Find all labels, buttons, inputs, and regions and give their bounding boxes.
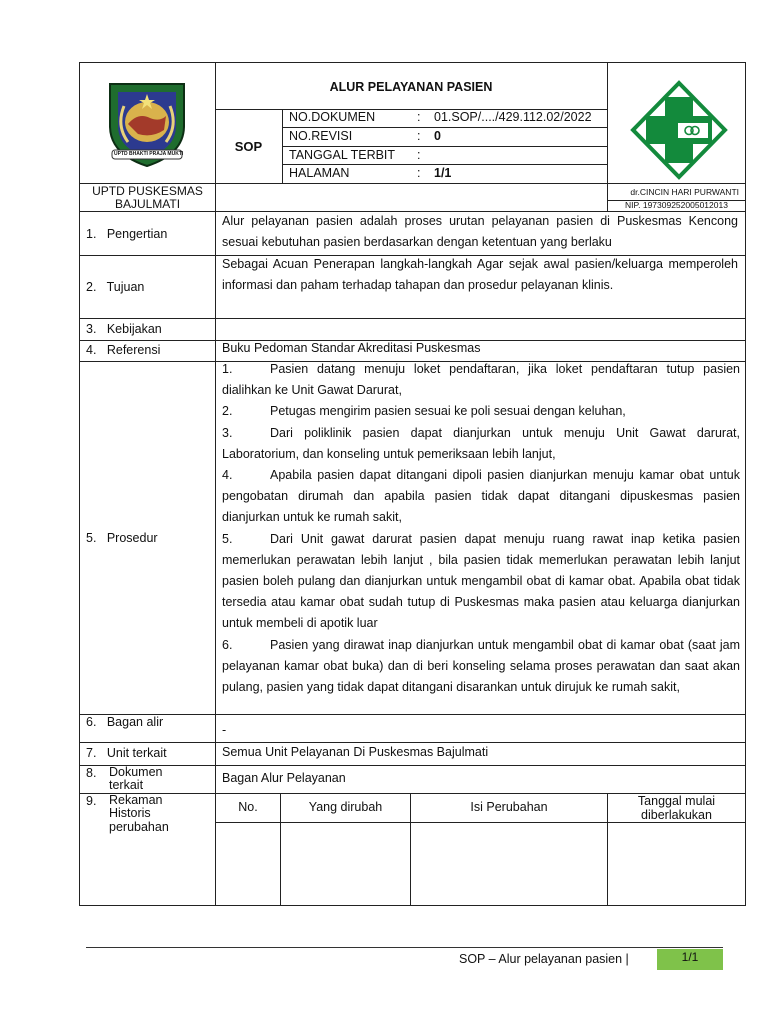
document-title: ALUR PELAYANAN PASIEN <box>329 80 493 94</box>
prosedur-step: 3. Dari poliklinik pasien dapat dianjurkan untuk menuju Unit Gawat darurat, Laboratorium, dan konseling untuk pemeriksaan lebih lanjut, <box>222 425 740 461</box>
meta-label-tanggal-terbit: TANGGAL TERBIT <box>289 148 396 162</box>
label-rekaman-line1: Rekaman <box>109 793 163 807</box>
signer-name: dr.CINCIN HARI PURWANTI <box>630 187 739 197</box>
org-name-line1: UPTD PUSKESMAS <box>92 184 203 198</box>
meta-sep: : <box>417 110 421 124</box>
content-bagan-alir: - <box>222 723 227 737</box>
label-tujuan: 2. Tujuan <box>86 280 145 294</box>
content-prosedur <box>222 359 740 698</box>
content-unit-terkait: Semua Unit Pelayanan Di Puskesmas Bajulmati <box>222 745 489 759</box>
content-dokumen-terkait: Bagan Alur Pelayanan <box>222 771 346 785</box>
sop-label: SOP <box>234 139 263 154</box>
label-referensi: 4. Referensi <box>86 343 161 357</box>
puskesmas-logo <box>628 80 730 180</box>
content-tujuan: Sebagai Acuan Penerapan langkah-langkah Agar sejak awal pasien/keluarga memperoleh informasi dan paham terhadap tahapan dan prosedur pelayanan klinis. <box>222 257 738 292</box>
regency-emblem-logo <box>98 76 196 172</box>
prosedur-step: 1. Pasien datang menuju loket pendaftaran, jika loket pendaftaran tutup pasien dialihkan ke Unit Gawat Darurat, <box>222 362 740 398</box>
label-kebijakan: 3. Kebijakan <box>86 322 162 336</box>
meta-value-halaman: 1/1 <box>434 166 452 180</box>
org-name-line2: BAJULMATI <box>114 197 181 211</box>
label-dokumen-line1: Dokumen <box>109 765 163 779</box>
content-pengertian: Alur pelayanan pasien adalah proses urutan pelayanan pasien di Puskesmas Kencong sesuai kebutuhan pasien berdasarkan dengan ketentuan yang berlaku <box>222 214 738 249</box>
label-bagan-alir: 6. Bagan alir <box>86 715 164 729</box>
footer-text: SOP – Alur pelayanan pasien | <box>459 952 629 966</box>
footer-page-badge <box>657 949 723 970</box>
meta-value-no-revisi: 0 <box>434 129 441 143</box>
label-pengertian: 1. Pengertian <box>86 227 168 241</box>
label-prosedur: 5. Prosedur <box>86 531 158 545</box>
label-dokumen-num: 8. <box>86 766 97 780</box>
prosedur-step: 4. Apabila pasien dapat ditangani dipoli pasien dianjurkan menuju kamar obat untuk pengobatan dirumah dan apabila pasien tidak dapat ditangani dipuskesmas pasien dianjurkan untuk ke rumah sakit, <box>222 468 740 525</box>
emblem-motto: UPTD BHAKTI PRAJA MUKTI <box>114 151 184 157</box>
label-rekaman-line2: Historis <box>109 806 151 820</box>
meta-label-no-revisi: NO.REVISI <box>289 129 353 143</box>
meta-sep: : <box>417 148 421 162</box>
label-rekaman-num: 9. <box>86 794 97 808</box>
label-dokumen-line2: terkait <box>109 778 144 792</box>
footer-rule <box>86 947 723 948</box>
prosedur-step: 5. Dari Unit gawat darurat pasien dapat menuju ruang rawat inap ketika pasien memerlukan perawatan lebih lanjut , bila pasien tidak memerlukan perawatan lebih lanjut pasien boleh pulang dan dianjurkan untuk mengambil obat di kamar obat. Apabila obat tidak tersedia atau kamar obat sudah tutup di Puskesmas maka pasien atau keluarga dianjurkan untuk membeli di apotik luar <box>222 531 740 631</box>
content-referensi: Buku Pedoman Standar Akreditasi Puskesmas <box>222 341 481 355</box>
signer-nip: NIP. 197309252005012013 <box>625 200 728 210</box>
history-header-yang-dirubah: Yang dirubah <box>308 800 383 814</box>
meta-sep: : <box>417 166 421 180</box>
history-header-no: No. <box>238 800 258 814</box>
history-header-tanggal-2: diberlakukan <box>641 808 712 822</box>
label-rekaman-line3: perubahan <box>109 820 169 834</box>
footer-page-number: 1/1 <box>681 950 699 964</box>
prosedur-step: 2. Petugas mengirim pasien sesuai ke poli sesuai dengan keluhan, <box>222 404 626 419</box>
history-header-isi-perubahan: Isi Perubahan <box>470 800 548 814</box>
meta-label-no-dokumen: NO.DOKUMEN <box>289 110 376 124</box>
meta-sep: : <box>417 129 421 143</box>
label-unit-terkait: 7. Unit terkait <box>86 746 167 760</box>
prosedur-step: 6. Pasien yang dirawat inap dianjurkan untuk mengambil obat di kamar obat (saat jam pelayanan kamar obat buka) dan di beri konseling selama proses perawatan dan saat akan pulang, pasien yang tidak dapat ditangani disarankan untuk dirujuk ke rumah sakit, <box>222 637 740 695</box>
history-header-tanggal-1: Tanggal mulai <box>637 794 716 808</box>
meta-value-no-dokumen: 01.SOP/..../429.112.02/2022 <box>434 110 592 124</box>
meta-label-halaman: HALAMAN <box>289 166 350 180</box>
